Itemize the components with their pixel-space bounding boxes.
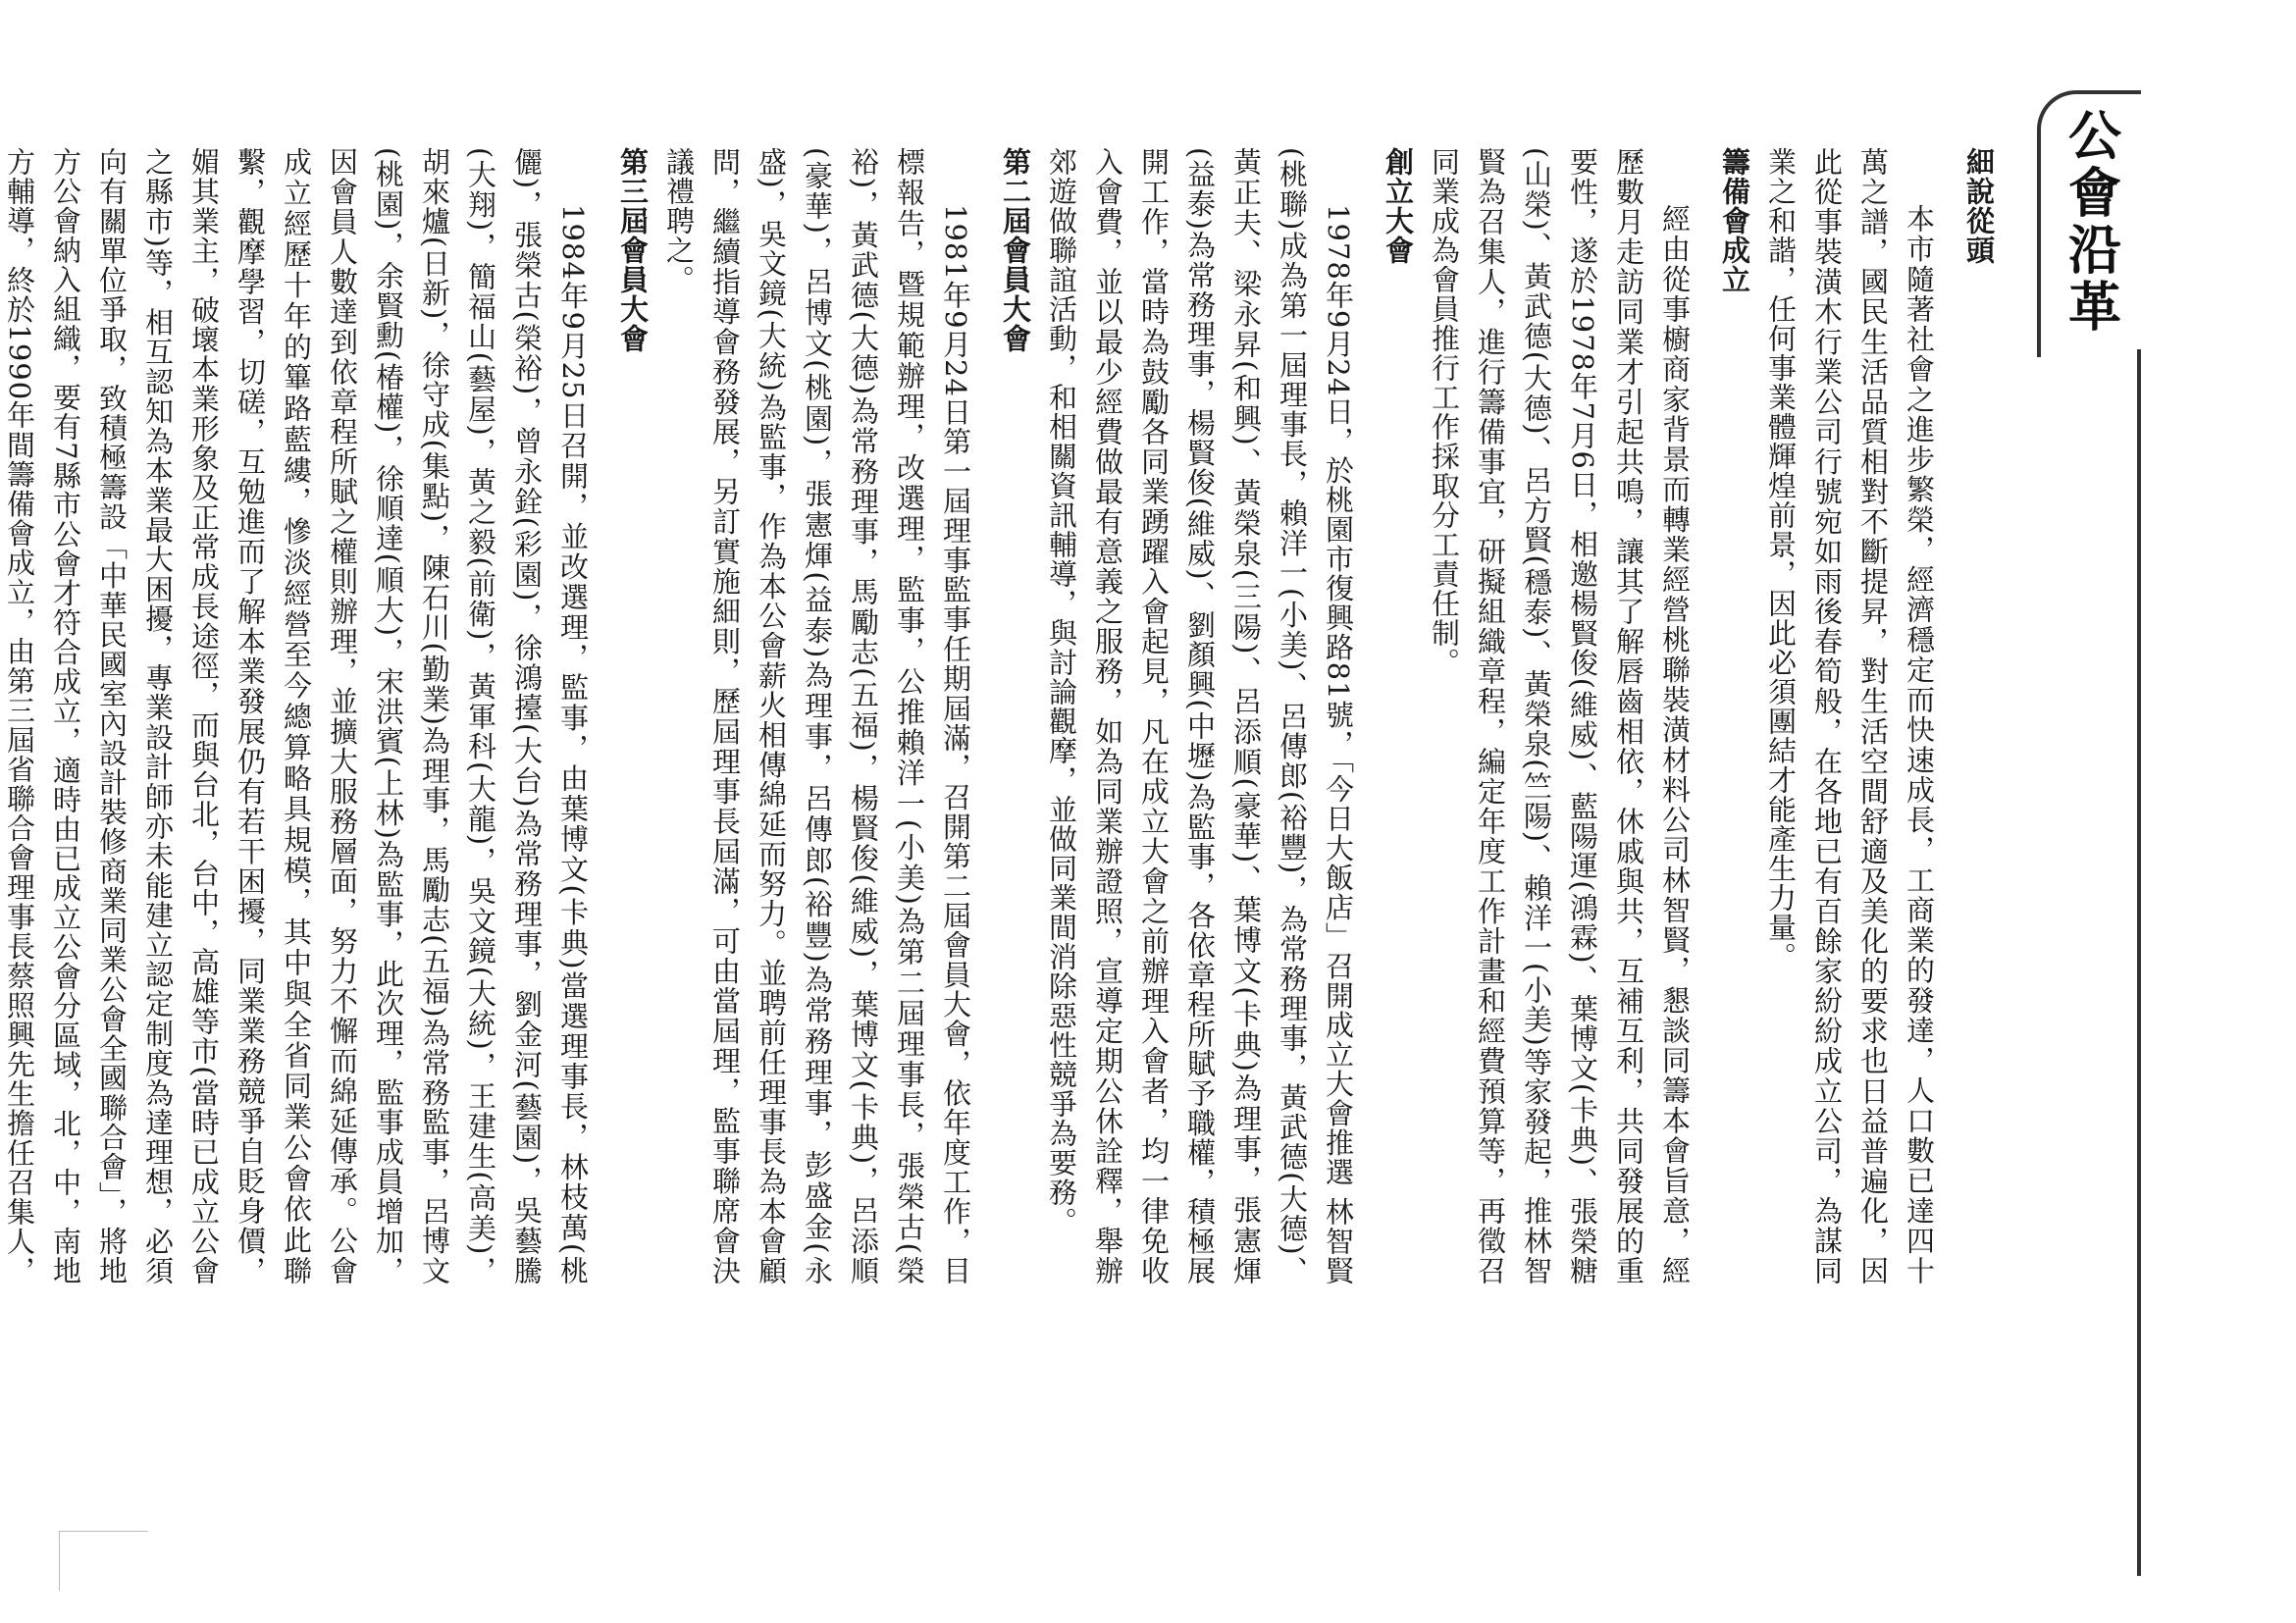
section-heading-second-assembly: 第二屆會員大會: [999, 147, 1032, 353]
page-title-tab: [2037, 90, 2141, 357]
section-paragraph: 1984年9月25日召開，並改選理，監事，由葉博文(卡典)當選理事長，林枝萬(桃儷)，張榮古(榮裕)，曾永銓(彩園)，徐鴻擡(大台)為常務理事，劉金河(藝園)，吳藝騰(大翔)，簡福山(藝屋)，黃之毅(前衛)，黃軍科(大龍)，吳文鏡(大統)，王建生(高美)，胡來爐(日新)，徐守成(集點)，陳石川(勤業)為理事，馬勵志(五福)為常務監事，呂博文(桃園)，余賢勳(椿權)，徐順達(順大)，宋洪賓(上林)為監事，此次理，監事成員增加，因會員人數達到依章程所賦之權則辦理，並擴大服務層面，努力不懈而綿延傳承。公會成立經歷十年的篳路藍縷，慘淡經營至今總算略具規模，其中與全省同業公會依此聯繫，觀摩學習，切磋，互勉進而了解本業發展仍有若干困擾，同業業務競爭自貶身價，媚其業主，破壞本業形象及正常成長途徑，而與台北，台中，高雄等市(當時已成立公會之縣市)等，相互認知為本業最大困擾，專業設計師亦未能建立認定制度為達理想，必須向有關單位爭取，致積極籌設「中華民國室內設計裝修商業同業公會全國聯合會」，將地方公會納入組織，要有7縣市公會才符合成立，適時由已成立公會分區域，北，中，南地方輔導，終於1990年間籌備會成立，由第三屆省聯合會理事長蔡照興先生擔任召集人，: [3, 147, 590, 1285]
section-heading-origin: 細說從頭: [1962, 147, 1996, 265]
article-body: [0, 147, 2002, 1285]
section-heading-preparatory: 籌備會成立: [1718, 147, 1751, 294]
corner-crop-mark: [59, 1531, 148, 1591]
section-paragraph: 1978年9月24日，於桃園市復興路81號，「今日大飯店」召開成立大會推選 林智賢(桃聯)成為第一屆理事長，賴洋一(小美)、呂傳郎(裕豐)，為常務理事，黃武德(大德)、黃正夫、梁永昇(和興)、黃榮泉(三陽)、呂添順(豪華)、葉博文(卡典)為理事，張憲煇(益泰)為常務理事，楊賢俊(維威)、劉顏興(中壢)為監事，各依章程所賦予職權，積極展開工作，當時為鼓勵各同業踴躍入會起見，凡在成立大會之前辦理入會者，均一律免收入會費，並以最少經費做最有意義之服務，如為同業辦證照，宣導定期公休詮釋，舉辦郊遊做聯誼活動，和相關資訊輔導，與討論觀摩，並做同業間消除惡性競爭為要務。: [1045, 147, 1355, 1285]
page-title: 公會沿革: [2060, 108, 2122, 336]
section-paragraph: 本市隨著社會之進步繁榮，經濟穩定而快速成長，工商業的發達，人口數已達四十萬之譜，國民生活品質相對不斷提昇，對生活空間舒適及美化的要求也日益普遍化，因此從事裝潢木行業公司行號宛如雨後春筍般，在各地已有百餘家紛紛成立公司，為謀同業之和諧，任何事業體輝煌前景，因此必須團結才能產生力量。: [1764, 147, 1936, 1285]
section-heading-third-assembly: 第三屆會員大會: [616, 147, 650, 353]
title-divider: [2137, 349, 2141, 1576]
section-paragraph: 經由從事櫥商家背景而轉業經營桃聯裝潢材料公司林智賢，懇談同籌本會旨意，經歷數月走訪同業才引起共鳴，讓其了解唇齒相依，休戚與共，互補互利，共同發展的重要性，遂於1978年7月6日，相邀楊賢俊(維威)、藍陽運(鴻霖)、葉博文(卡典)、張榮糖(山榮)、黃武德(大德)、呂方賢(穩泰)、黃榮泉(竺陽)、賴洋一(小美)等家發起，推林智賢為召集人，進行籌備事宜，研擬組織章程，編定年度工作計畫和經費預算等，再徵召同業成為會員推行工作採取分工責任制。: [1428, 147, 1692, 1285]
section-heading-founding: 創立大會: [1382, 147, 1415, 265]
section-paragraph: 1981年9月24日第一屆理事監事任期屆滿，召開第二屆會員大會，依年度工作，目標報告，暨規範辦理，改選理，監事，公推賴洋一(小美)為第二屆理事長，張榮古(榮裕)，黃武德(大德)為常務理事，馬勵志(五福)，楊賢俊(維威)，葉博文(卡典)，呂添順(豪華)，呂博文(桃園)，張憲煇(益泰)為理事，呂傳郎(裕豐)為常務理事，彭盛金(永盛)，吳文鏡(大統)為監事，作為本公會薪火相傳綿延而努力。並聘前任理事長為本會顧問，繼續指導會務發展，另訂實施細則，歷屆理事長屆滿，可由當屆理，監事聯席會決議禮聘之。: [662, 147, 972, 1285]
